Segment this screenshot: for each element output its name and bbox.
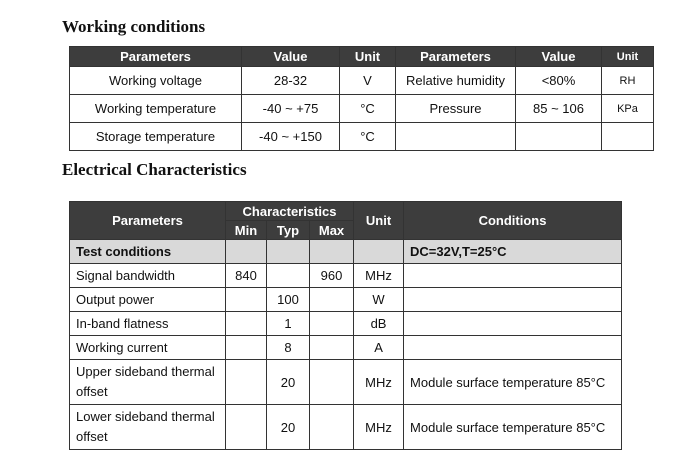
table-header-row bbox=[70, 202, 622, 221]
table-cell: Signal bandwidth bbox=[70, 264, 226, 288]
table-cell: Module surface temperature 85°C bbox=[404, 405, 622, 450]
table-cell: Storage temperature bbox=[70, 123, 242, 151]
table-cell: 100 bbox=[267, 288, 310, 312]
table-row bbox=[70, 95, 654, 123]
working-conditions-table bbox=[69, 46, 654, 151]
column-header: Unit bbox=[602, 47, 654, 67]
column-header-characteristics: Characteristics bbox=[226, 202, 354, 221]
table-cell: -40 ~ +75 bbox=[242, 95, 340, 123]
table-cell bbox=[310, 336, 354, 360]
electrical-characteristics-heading: Electrical Characteristics bbox=[62, 160, 247, 179]
table-cell bbox=[267, 240, 310, 264]
table-cell: Relative humidity bbox=[396, 67, 516, 95]
table-row bbox=[70, 405, 622, 450]
table-cell bbox=[226, 336, 267, 360]
table-cell: Working current bbox=[70, 336, 226, 360]
table-cell: 1 bbox=[267, 312, 310, 336]
table-cell: Pressure bbox=[396, 95, 516, 123]
table-cell: V bbox=[340, 67, 396, 95]
column-header: Value bbox=[516, 47, 602, 67]
column-header-conditions: Conditions bbox=[404, 202, 622, 240]
table-cell bbox=[404, 288, 622, 312]
table-cell: °C bbox=[340, 123, 396, 151]
table-cell: 8 bbox=[267, 336, 310, 360]
table-cell: Working voltage bbox=[70, 67, 242, 95]
table-cell bbox=[226, 312, 267, 336]
table-cell: Working temperature bbox=[70, 95, 242, 123]
table-cell bbox=[516, 123, 602, 151]
table-cell: A bbox=[354, 336, 404, 360]
table-cell bbox=[310, 312, 354, 336]
table-row bbox=[70, 264, 622, 288]
table-cell bbox=[404, 336, 622, 360]
table-cell: 960 bbox=[310, 264, 354, 288]
table-cell bbox=[404, 264, 622, 288]
table-cell: Output power bbox=[70, 288, 226, 312]
table-cell: 840 bbox=[226, 264, 267, 288]
table-cell: -40 ~ +150 bbox=[242, 123, 340, 151]
table-cell bbox=[310, 360, 354, 405]
column-header: Parameters bbox=[396, 47, 516, 67]
table-cell bbox=[602, 123, 654, 151]
table-cell: In-band flatness bbox=[70, 312, 226, 336]
column-header-max: Max bbox=[310, 221, 354, 240]
test-conditions-row bbox=[70, 240, 622, 264]
table-cell bbox=[310, 288, 354, 312]
table-cell: Upper sideband thermal offset bbox=[70, 360, 226, 405]
electrical-characteristics-table bbox=[69, 201, 622, 450]
table-cell: dB bbox=[354, 312, 404, 336]
column-header-typ: Typ bbox=[267, 221, 310, 240]
table-cell: RH bbox=[602, 67, 654, 95]
table-cell bbox=[226, 240, 267, 264]
table-row bbox=[70, 336, 622, 360]
table-cell: W bbox=[354, 288, 404, 312]
table-row bbox=[70, 360, 622, 405]
table-row bbox=[70, 288, 622, 312]
table-cell bbox=[226, 288, 267, 312]
table-cell bbox=[354, 240, 404, 264]
table-cell: DC=32V,T=25°C bbox=[404, 240, 622, 264]
table-cell: Module surface temperature 85°C bbox=[404, 360, 622, 405]
table-cell: MHz bbox=[354, 264, 404, 288]
working-conditions-heading: Working conditions bbox=[62, 17, 206, 36]
table-cell: Test conditions bbox=[70, 240, 226, 264]
column-header-unit: Unit bbox=[354, 202, 404, 240]
table-cell bbox=[404, 312, 622, 336]
table-row bbox=[70, 312, 622, 336]
table-cell bbox=[396, 123, 516, 151]
table-cell: 85 ~ 106 bbox=[516, 95, 602, 123]
table-cell: °C bbox=[340, 95, 396, 123]
column-header-min: Min bbox=[226, 221, 267, 240]
table-cell: MHz bbox=[354, 405, 404, 450]
column-header-parameters: Parameters bbox=[70, 202, 226, 240]
table-cell: MHz bbox=[354, 360, 404, 405]
table-row bbox=[70, 67, 654, 95]
table-cell bbox=[226, 405, 267, 450]
table-cell: 28-32 bbox=[242, 67, 340, 95]
table-cell: 20 bbox=[267, 405, 310, 450]
table-cell: Lower sideband thermal offset bbox=[70, 405, 226, 450]
table-cell bbox=[267, 264, 310, 288]
table-cell: KPa bbox=[602, 95, 654, 123]
table-header-row bbox=[70, 47, 654, 67]
table-cell: <80% bbox=[516, 67, 602, 95]
table-row bbox=[70, 123, 654, 151]
column-header: Value bbox=[242, 47, 340, 67]
table-cell bbox=[310, 405, 354, 450]
table-cell: 20 bbox=[267, 360, 310, 405]
column-header: Parameters bbox=[70, 47, 242, 67]
column-header: Unit bbox=[340, 47, 396, 67]
table-cell bbox=[226, 360, 267, 405]
table-cell bbox=[310, 240, 354, 264]
